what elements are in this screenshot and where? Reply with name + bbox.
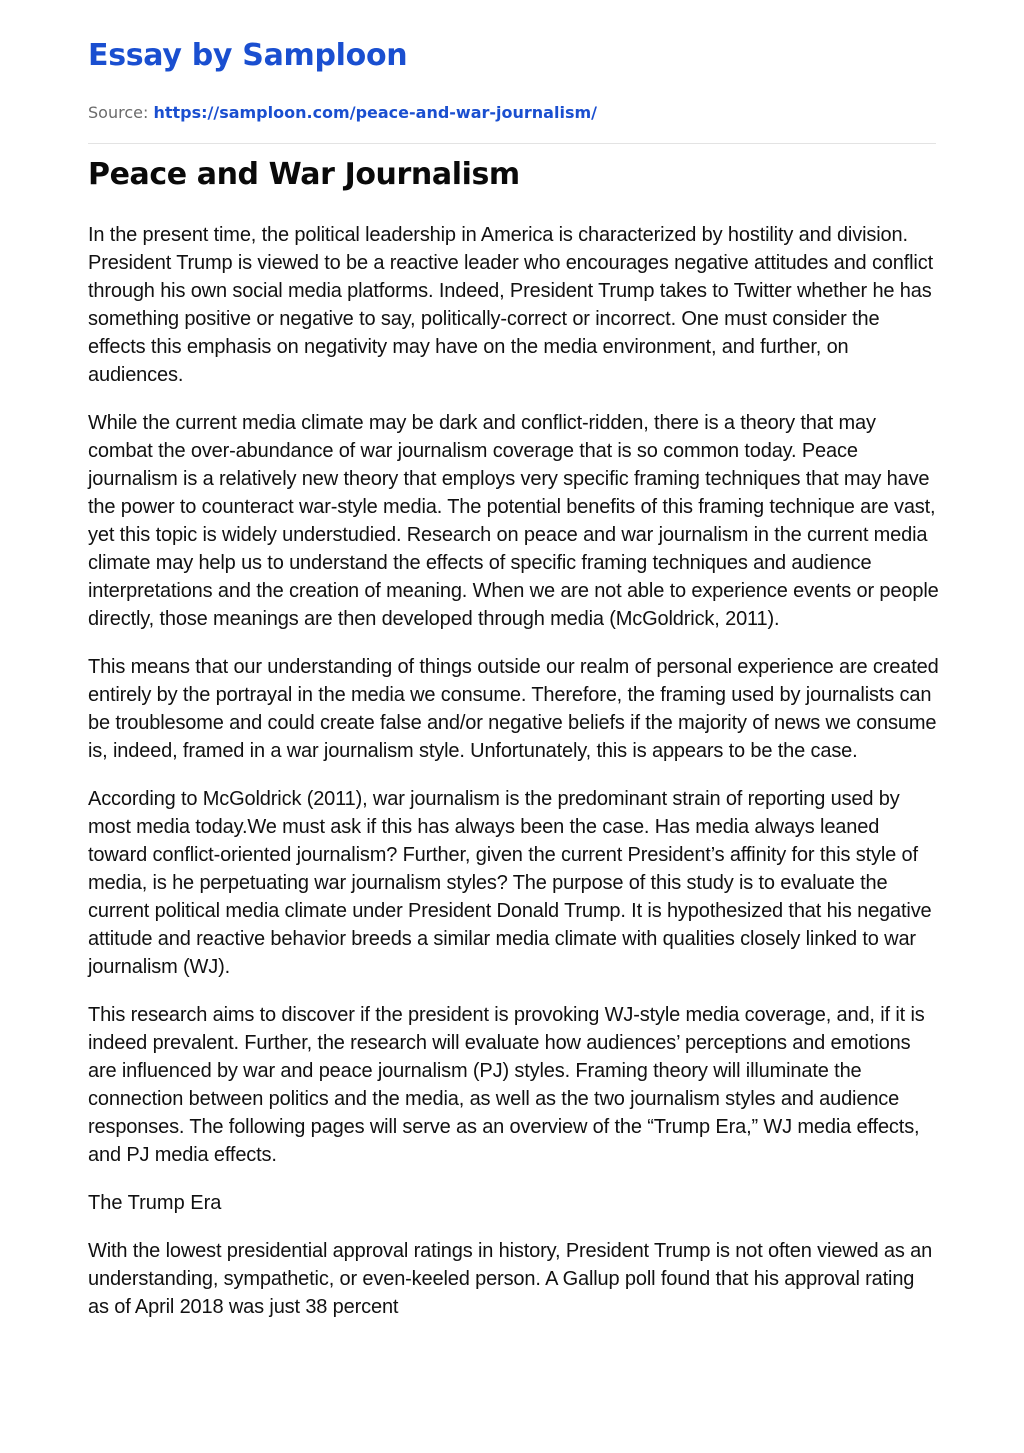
source-link[interactable]: https://samploon.com/peace-and-war-journalism/ [153,103,597,122]
section-heading: The Trump Era [88,1192,222,1214]
source-label: Source: [88,103,149,122]
source-line [88,102,597,124]
paragraph: This means that our understanding of things outside our realm of personal experience are created entirely by the portrayal in the media we consume. Therefore, the framing used by journalists can be troublesome and could create false and/or negative beliefs if the majority of news we consume is, indeed, framed in a war journalism style. Unfortunately, this is appears to be the case. [88,656,939,762]
paragraph: While the current media climate may be dark and conflict-ridden, there is a theory that may combat the over-abundance of war journalism coverage that is so common today. Peace journalism is a relatively new theory that employs very specific framing techniques that may have the power to counteract war-style media. The potential benefits of this framing technique are vast, yet this topic is widely understudied. Research on peace and war journalism in the current media climate may help us to understand the effects of specific framing techniques and audience interpretations and the creation of meaning. When we are not able to experience events or people directly, those meanings are then developed through media (McGoldrick, 2011). [88,412,939,630]
header-divider [88,143,936,144]
article-body [88,221,940,1341]
paragraph: According to McGoldrick (2011), war journalism is the predominant strain of reporting used by most media today.We must ask if this has always been the case. Has media always leaned toward conflict-oriented journalism? Further, given the current President’s affinity for this style of media, is he perpetuating war journalism styles? The purpose of this study is to evaluate the current political media climate under President Donald Trump. It is hypothesized that his negative attitude and reactive behavior breeds a similar media climate with qualities closely linked to war journalism (WJ). [88,788,932,978]
paragraph: With the lowest presidential approval ratings in history, President Trump is not often viewed as an understanding, sympathetic, or even-keeled person. A Gallup poll found that his approval rating as of April 2018 was just 38 percent [88,1240,933,1318]
article-title: Peace and War Journalism [88,157,520,192]
paragraph: In the present time, the political leadership in America is characterized by hostility and division. President Trump is viewed to be a reactive leader who encourages negative attitudes and conflict through his own social media platforms. Indeed, President Trump takes to Twitter whether he has something positive or negative to say, politically-correct or incorrect. One must consider the effects this emphasis on negativity may have on the media environment, and further, on audiences. [88,224,933,386]
paragraph: This research aims to discover if the president is provoking WJ-style media coverage, and, if it is indeed prevalent. Further, the research will evaluate how audiences’ perceptions and emotions are influenced by war and peace journalism (PJ) styles. Framing theory will illuminate the connection between politics and the media, as well as the two journalism styles and audience responses. The following pages will serve as an overview of the “Trump Era,” WJ media effects, and PJ media effects. [88,1004,925,1166]
site-brand: Essay by Samploon [88,38,408,73]
